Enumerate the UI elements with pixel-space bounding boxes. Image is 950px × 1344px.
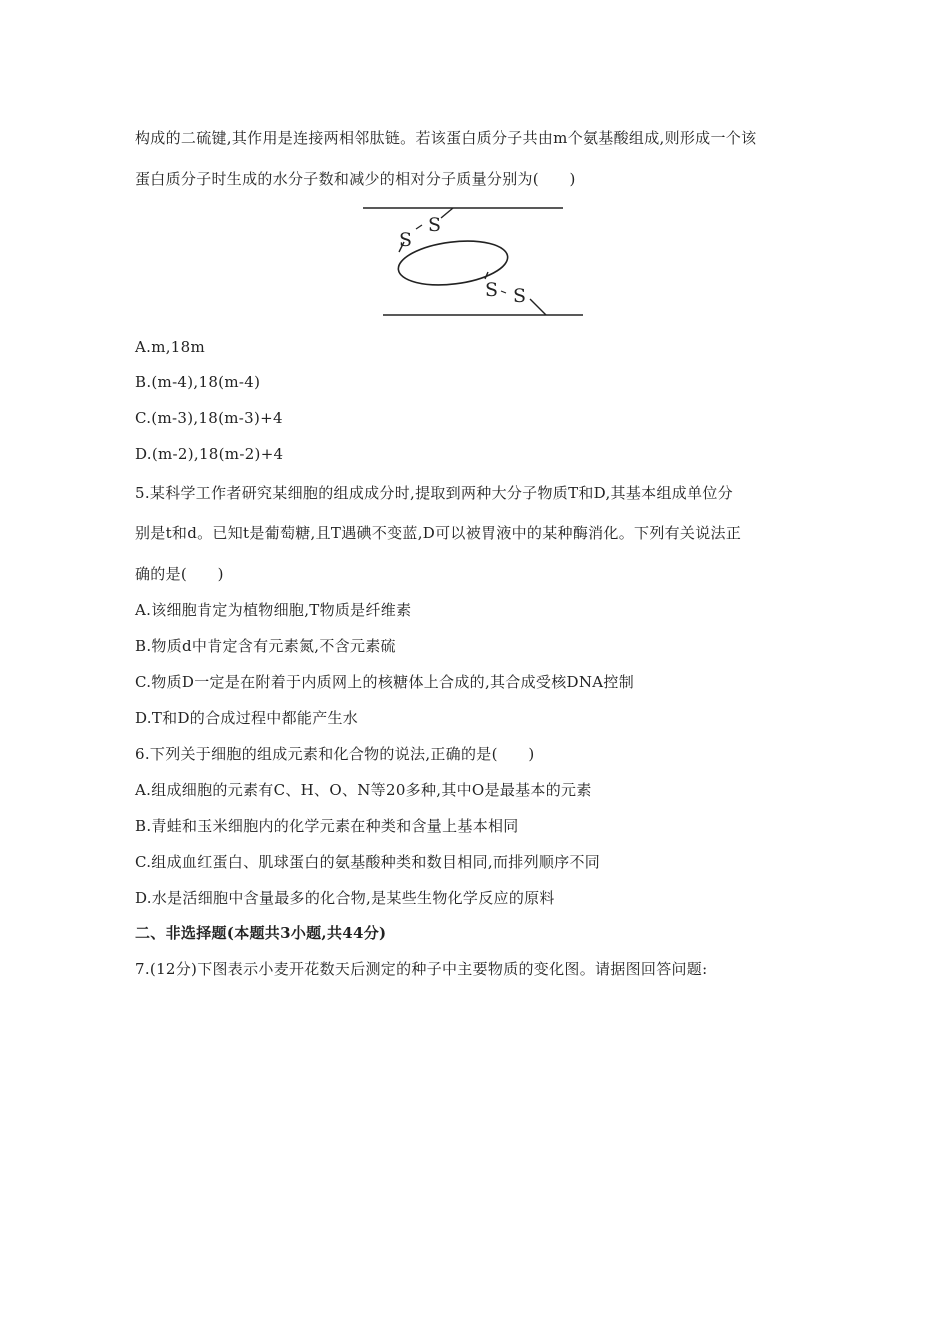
sulfur-label-4: S — [513, 285, 527, 307]
ss-bond-top — [416, 225, 422, 229]
bond-top-right — [441, 208, 453, 218]
q5-option-b: B.物质d中肯定含有元素氮,不含元素硫 — [135, 637, 396, 655]
q4-option-c: C.(m-3),18(m-3)+4 — [135, 409, 283, 427]
q5-stem-line-2: 别是t和d。已知t是葡萄糖,且T遇碘不变蓝,D可以被胃液中的某种酶消化。下列有关说法正 — [135, 524, 742, 542]
section-heading: 二、非选择题(本题共3小题,共44分) — [135, 924, 387, 942]
q6-option-a: A.组成细胞的元素有C、H、O、N等20多种,其中O是最基本的元素 — [135, 781, 592, 799]
q5-option-c: C.物质D一定是在附着于内质网上的核糖体上合成的,其合成受核DNA控制 — [135, 673, 634, 691]
sulfur-label-1: S — [428, 214, 442, 236]
q5-stem-line-1: 5.某科学工作者研究某细胞的组成成分时,提取到两种大分子物质T和D,其基本组成单位分 — [135, 484, 733, 502]
bond-bottom-right — [530, 299, 546, 315]
q5-stem-line-3: 确的是( ) — [135, 565, 224, 583]
q5-option-d: D.T和D的合成过程中都能产生水 — [135, 709, 359, 727]
q5-option-a: A.该细胞肯定为植物细胞,T物质是纤维素 — [135, 601, 412, 619]
q4-stem-line-2: 蛋白质分子时生成的水分子数和减少的相对分子质量分别为( ) — [135, 170, 576, 188]
q4-option-a: A.m,18m — [135, 338, 206, 356]
q6-stem: 6.下列关于细胞的组成元素和化合物的说法,正确的是( ) — [135, 745, 535, 763]
ss-bond-bottom — [501, 291, 506, 293]
disulfide-bond-figure — [355, 196, 590, 321]
q4-option-b: B.(m-4),18(m-4) — [135, 373, 261, 391]
q6-option-b: B.青蛙和玉米细胞内的化学元素在种类和含量上基本相同 — [135, 817, 519, 835]
sulfur-label-2: S — [399, 229, 413, 251]
q4-option-d: D.(m-2),18(m-2)+4 — [135, 445, 284, 463]
q7-stem: 7.(12分)下图表示小麦开花数天后测定的种子中主要物质的变化图。请据图回答问题: — [135, 960, 708, 978]
q4-stem-line-1: 构成的二硫键,其作用是连接两相邻肽链。若该蛋白质分子共由m个氨基酸组成,则形成一个该 — [135, 129, 757, 147]
q6-option-d: D.水是活细胞中含量最多的化合物,是某些生物化学反应的原料 — [135, 889, 555, 907]
sulfur-label-3: S — [485, 279, 499, 301]
q6-option-c: C.组成血红蛋白、肌球蛋白的氨基酸种类和数目相同,而排列顺序不同 — [135, 853, 601, 871]
